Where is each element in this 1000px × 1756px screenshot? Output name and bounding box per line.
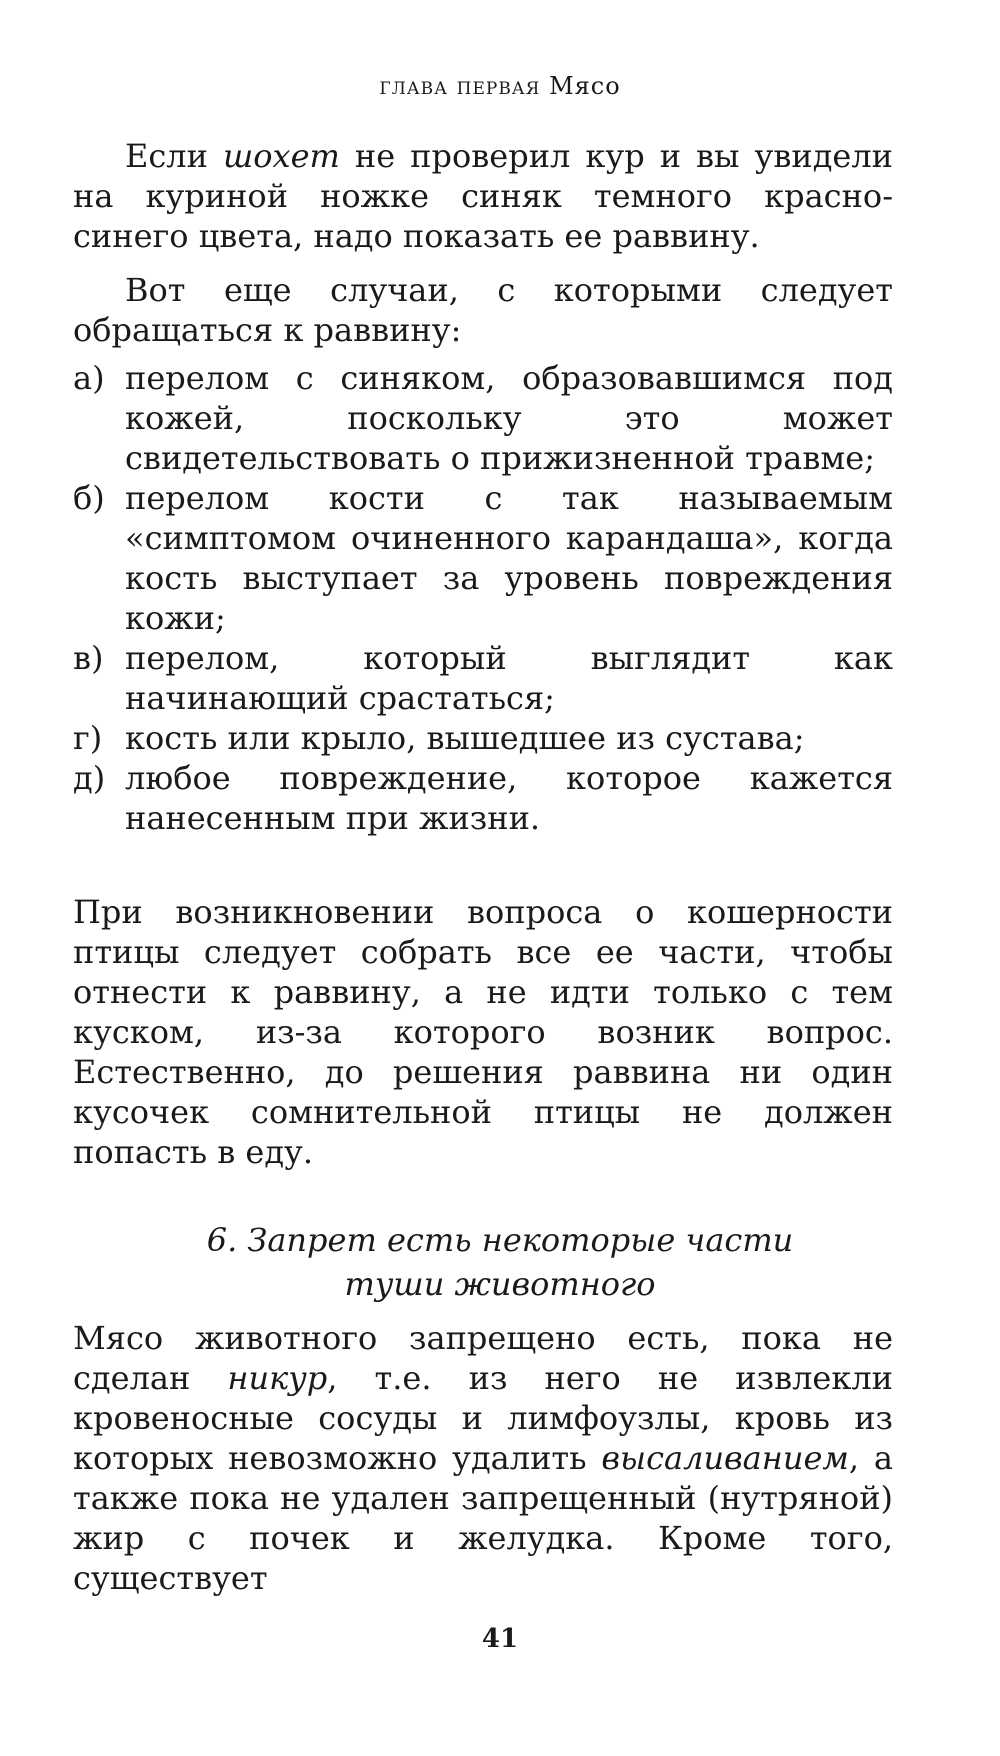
term-shohet: шохет <box>222 137 340 175</box>
paragraph-shohet: Если шохет не проверил кур и вы увидели на куриной ножке синяк темного красно-синего цвета, надо показать ее раввину. <box>73 137 894 255</box>
cases-list-block <box>73 358 893 838</box>
list-marker: г) <box>73 719 103 757</box>
page-number: 41 <box>481 1624 519 1654</box>
paragraph-nikur: Мясо животного запрещено есть, пока не сделан никур, т.е. из него не извлекли кровеносные сосуды и лимфоузлы, кровь из которых невозможно удалить высаливанием, а также пока не удален запрещенный (нутряной) жир с почек и желудка. Кроме того, существует <box>73 1319 894 1597</box>
list-marker: б) <box>73 479 105 517</box>
term-salting: высаливанием <box>601 1439 849 1477</box>
list-item: д) любое повреждение, которое кажется нанесенным при жизни. <box>73 759 893 837</box>
section-text-block <box>73 1318 893 1598</box>
section-heading-line2: туши животного <box>344 1265 656 1303</box>
list-item: а) перелом с синяком, образовавшимся под кожей, поскольку это может свидетельствовать о прижизненной травме; <box>73 359 893 477</box>
term-nikur: никур <box>227 1359 328 1397</box>
list-item: б) перелом кости с так называемым «симптомом очиненного карандаша», когда кость выступает за уровень повреждения кожи; <box>73 479 893 637</box>
list-item: г) кость или крыло, вышедшее из сустава; <box>73 719 805 757</box>
running-head <box>0 72 1000 100</box>
list-item: в) перелом, который выглядит как начинающий срастаться; <box>73 639 893 717</box>
kashrut-paragraph-block <box>73 892 893 1172</box>
cases-list <box>73 358 893 838</box>
upper-text-block <box>73 136 893 350</box>
list-marker: а) <box>73 359 105 397</box>
paragraph-kashrut-question: При возникновении вопроса о кошерности птицы следует собрать все ее части, чтобы отнести к раввину, а не идти только с тем куском, из-за которого возник вопрос. Естественно, до решения раввина ни один кусочек сомнительной птицы не должен попасть в еду. <box>73 893 893 1171</box>
list-marker: в) <box>73 639 104 677</box>
running-head-chapter: глава первая <box>379 72 541 100</box>
running-head-title: Мясо <box>549 72 621 100</box>
list-marker: д) <box>73 759 106 797</box>
paragraph-cases-intro: Вот еще случаи, с которыми следует обращаться к раввину: <box>73 271 893 349</box>
section-heading-line1: 6. Запрет есть некоторые части <box>206 1221 794 1259</box>
section-heading <box>0 1218 1000 1306</box>
